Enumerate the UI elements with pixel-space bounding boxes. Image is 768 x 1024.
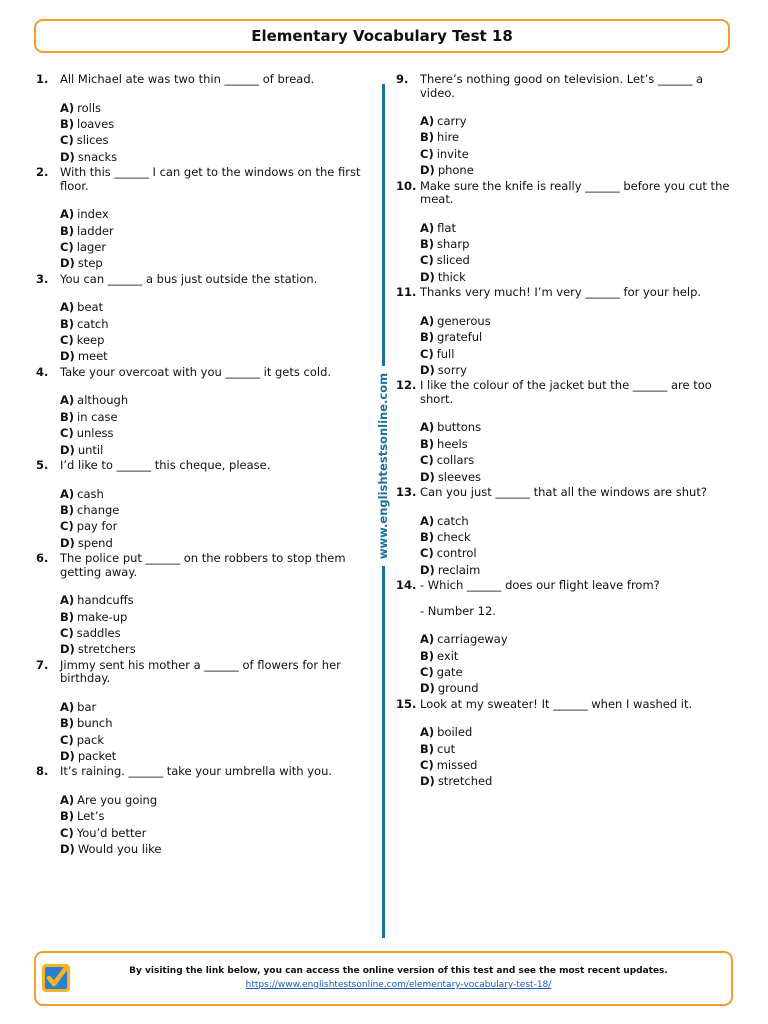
question-4 bbox=[36, 366, 366, 458]
question-number: 2. bbox=[36, 165, 49, 180]
answer-option bbox=[60, 116, 366, 132]
question-header bbox=[396, 379, 741, 406]
option-letter: A) bbox=[420, 632, 435, 647]
option-letter: A) bbox=[420, 114, 435, 128]
option-text: sharp bbox=[437, 237, 470, 252]
answer-option bbox=[420, 252, 741, 268]
option-text: change bbox=[77, 502, 120, 517]
option-letter: D) bbox=[60, 149, 75, 164]
option-text: missed bbox=[436, 758, 478, 773]
answer-option bbox=[60, 316, 366, 332]
answer-option bbox=[420, 113, 741, 129]
option-text: rolls bbox=[77, 100, 102, 115]
option-letter: D) bbox=[60, 349, 75, 364]
option-letter: D) bbox=[420, 163, 435, 178]
option-text: packet bbox=[77, 748, 117, 763]
option-text: saddles bbox=[76, 625, 121, 640]
option-text: sleeves bbox=[437, 469, 482, 484]
answer-options bbox=[420, 313, 741, 379]
option-letter: C) bbox=[420, 758, 434, 773]
answer-option bbox=[60, 715, 366, 731]
answer-options bbox=[60, 206, 366, 272]
question-number: 4. bbox=[36, 364, 49, 379]
question-number: 15. bbox=[396, 696, 417, 711]
option-text: catch bbox=[77, 316, 109, 331]
footer-link[interactable]: https://www.englishtestsonline.com/elementary-vocabulary-test-18/ bbox=[245, 980, 552, 990]
option-text: keep bbox=[76, 333, 105, 348]
option-text: buttons bbox=[437, 420, 482, 435]
question-number: 5. bbox=[36, 458, 49, 472]
option-text: invite bbox=[436, 146, 469, 161]
option-letter: A) bbox=[60, 393, 75, 408]
option-text: make-up bbox=[77, 609, 128, 624]
answer-option bbox=[420, 436, 741, 452]
answer-option bbox=[60, 239, 366, 255]
answer-option bbox=[420, 269, 741, 285]
option-letter: B) bbox=[60, 223, 75, 238]
answer-option bbox=[60, 486, 366, 502]
side-watermark-url: www.englishtestsonline.com bbox=[376, 372, 390, 560]
option-letter: A) bbox=[420, 513, 435, 528]
answer-option bbox=[60, 149, 366, 165]
answer-option bbox=[60, 535, 366, 551]
title-box bbox=[34, 19, 730, 53]
question-9 bbox=[396, 73, 741, 179]
option-letter: D) bbox=[420, 774, 435, 789]
option-letter: C) bbox=[60, 426, 74, 441]
option-letter: B) bbox=[420, 237, 435, 252]
option-letter: A) bbox=[60, 100, 75, 115]
option-text: pay for bbox=[76, 519, 118, 534]
option-text: gate bbox=[436, 664, 463, 679]
option-letter: B) bbox=[60, 316, 75, 331]
question-dialogue-line: - Number 12. bbox=[420, 603, 496, 618]
option-text: loaves bbox=[77, 116, 115, 131]
option-letter: B) bbox=[420, 130, 435, 145]
question-number: 12. bbox=[396, 378, 417, 393]
answer-options bbox=[60, 486, 366, 552]
questions-column-right bbox=[396, 73, 741, 791]
answer-option bbox=[420, 773, 741, 789]
answer-option bbox=[420, 452, 741, 468]
option-text: lager bbox=[76, 239, 107, 254]
option-text: step bbox=[77, 256, 103, 271]
option-text: phone bbox=[437, 163, 474, 178]
option-letter: A) bbox=[420, 220, 435, 235]
answer-options bbox=[60, 299, 366, 365]
option-text: pack bbox=[76, 732, 105, 747]
option-text: reclaim bbox=[437, 562, 481, 577]
option-text: sorry bbox=[437, 362, 467, 377]
option-text: ground bbox=[437, 681, 479, 696]
option-text: stretched bbox=[437, 774, 493, 789]
question-8 bbox=[36, 765, 366, 857]
option-letter: C) bbox=[420, 546, 434, 561]
footer-text: By visiting the link below, you can access the online version of this test and see the most recent updates. bbox=[129, 966, 668, 976]
question-header bbox=[36, 73, 366, 87]
answer-option bbox=[420, 562, 741, 578]
question-text: Look at my sweater! It ______ when I washed it. bbox=[420, 696, 693, 711]
question-text: Thanks very much! I’m very ______ for your help. bbox=[420, 285, 702, 300]
question-header bbox=[36, 552, 366, 579]
answer-option bbox=[420, 680, 741, 696]
option-letter: D) bbox=[60, 748, 75, 763]
option-letter: D) bbox=[60, 642, 75, 657]
question-number: 3. bbox=[36, 271, 49, 286]
question-6 bbox=[36, 552, 366, 658]
column-divider-bottom bbox=[382, 566, 385, 938]
answer-option bbox=[60, 299, 366, 315]
answer-option bbox=[60, 100, 366, 116]
question-header bbox=[396, 486, 741, 500]
answer-option bbox=[60, 641, 366, 657]
page-title: Elementary Vocabulary Test 18 bbox=[251, 27, 513, 45]
answer-option bbox=[420, 346, 741, 362]
question-7 bbox=[36, 659, 366, 765]
option-letter: D) bbox=[420, 681, 435, 696]
answer-option bbox=[60, 699, 366, 715]
option-text: ladder bbox=[77, 223, 114, 238]
option-letter: C) bbox=[60, 239, 74, 254]
question-15 bbox=[396, 698, 741, 790]
answer-option bbox=[60, 609, 366, 625]
answer-option bbox=[60, 732, 366, 748]
question-header bbox=[36, 166, 366, 193]
question-12 bbox=[396, 379, 741, 485]
question-2 bbox=[36, 166, 366, 272]
option-text: bar bbox=[77, 699, 97, 714]
option-letter: A) bbox=[60, 593, 75, 608]
option-letter: B) bbox=[60, 502, 75, 517]
question-number: 11. bbox=[396, 285, 417, 300]
option-text: grateful bbox=[437, 330, 483, 345]
option-letter: C) bbox=[60, 519, 74, 534]
question-text: I like the colour of the jacket but the ______ are too short. bbox=[420, 378, 712, 406]
answer-options bbox=[60, 699, 366, 765]
answer-options bbox=[60, 100, 366, 166]
option-letter: A) bbox=[60, 486, 75, 501]
answer-option bbox=[60, 792, 366, 808]
option-letter: A) bbox=[420, 725, 435, 740]
question-header bbox=[36, 765, 366, 779]
option-letter: A) bbox=[60, 699, 75, 714]
option-letter: D) bbox=[60, 842, 75, 857]
option-text: check bbox=[437, 529, 471, 544]
question-1 bbox=[36, 73, 366, 165]
question-text: - Which ______ does our flight leave from? bbox=[420, 578, 660, 593]
option-text: cut bbox=[437, 741, 456, 756]
answer-options bbox=[420, 419, 741, 485]
answer-options bbox=[420, 724, 741, 790]
option-text: generous bbox=[437, 313, 491, 328]
option-letter: C) bbox=[60, 133, 74, 148]
question-14 bbox=[396, 579, 741, 697]
answer-options bbox=[60, 392, 366, 458]
question-text: With this ______ I can get to the windows on the first floor. bbox=[60, 165, 361, 193]
answer-option bbox=[420, 146, 741, 162]
question-header bbox=[396, 579, 741, 593]
option-letter: D) bbox=[420, 469, 435, 484]
option-letter: C) bbox=[60, 732, 74, 747]
answer-option bbox=[420, 545, 741, 561]
question-header bbox=[36, 659, 366, 686]
answer-option bbox=[420, 664, 741, 680]
option-letter: C) bbox=[420, 346, 434, 361]
question-text: Make sure the knife is really ______ before you cut the meat. bbox=[420, 178, 730, 207]
option-letter: B) bbox=[420, 648, 435, 663]
option-letter: B) bbox=[420, 529, 435, 544]
question-text: You can ______ a bus just outside the station. bbox=[60, 271, 318, 286]
question-5 bbox=[36, 459, 366, 551]
option-letter: A) bbox=[60, 300, 75, 315]
answer-option bbox=[420, 162, 741, 178]
option-letter: A) bbox=[60, 207, 75, 222]
answer-option bbox=[420, 631, 741, 647]
option-text: snacks bbox=[77, 149, 118, 164]
option-letter: B) bbox=[60, 409, 75, 424]
question-11 bbox=[396, 286, 741, 378]
answer-option bbox=[420, 362, 741, 378]
option-letter: B) bbox=[420, 330, 435, 345]
option-letter: B) bbox=[420, 436, 435, 451]
answer-option bbox=[420, 724, 741, 740]
answer-option bbox=[60, 808, 366, 824]
option-text: catch bbox=[437, 513, 469, 528]
option-text: flat bbox=[437, 220, 456, 235]
option-letter: D) bbox=[420, 562, 435, 577]
option-text: index bbox=[77, 207, 109, 222]
answer-option bbox=[60, 132, 366, 148]
option-letter: B) bbox=[60, 116, 75, 131]
question-number: 8. bbox=[36, 764, 49, 779]
answer-option bbox=[420, 220, 741, 236]
option-letter: C) bbox=[420, 146, 434, 161]
option-letter: B) bbox=[60, 609, 75, 624]
question-header bbox=[36, 366, 366, 380]
option-text: spend bbox=[77, 535, 113, 550]
option-text: bunch bbox=[77, 716, 113, 731]
answer-option bbox=[420, 741, 741, 757]
question-number: 1. bbox=[36, 72, 49, 86]
question-text: Jimmy sent his mother a ______ of flowers for her birthday. bbox=[60, 657, 341, 686]
answer-option bbox=[60, 425, 366, 441]
question-text: It’s raining. ______ take your umbrella with you. bbox=[60, 764, 333, 779]
option-text: You’d better bbox=[76, 825, 147, 840]
question-header bbox=[396, 286, 741, 300]
question-3 bbox=[36, 273, 366, 365]
option-text: control bbox=[436, 546, 477, 561]
answer-options bbox=[420, 220, 741, 286]
option-text: hire bbox=[437, 130, 460, 145]
question-text: Can you just ______ that all the windows are shut? bbox=[420, 485, 707, 499]
option-letter: C) bbox=[60, 625, 74, 640]
option-text: thick bbox=[437, 269, 466, 284]
question-text: Take your overcoat with you ______ it gets cold. bbox=[60, 364, 332, 379]
answer-options bbox=[420, 513, 741, 579]
option-letter: B) bbox=[420, 741, 435, 756]
option-letter: C) bbox=[60, 825, 74, 840]
answer-option bbox=[60, 332, 366, 348]
option-letter: C) bbox=[420, 253, 434, 268]
option-text: unless bbox=[76, 426, 114, 441]
questions-column-left bbox=[36, 73, 366, 859]
answer-option bbox=[420, 757, 741, 773]
answer-option bbox=[420, 236, 741, 252]
option-text: Are you going bbox=[77, 792, 158, 807]
answer-option bbox=[60, 409, 366, 425]
checkbox-check-icon bbox=[40, 962, 72, 994]
option-text: carriageway bbox=[437, 632, 508, 647]
answer-option bbox=[420, 313, 741, 329]
question-header bbox=[396, 180, 741, 207]
answer-option bbox=[60, 223, 366, 239]
option-letter: C) bbox=[420, 453, 434, 468]
answer-option bbox=[60, 625, 366, 641]
answer-option bbox=[60, 518, 366, 534]
question-number: 7. bbox=[36, 657, 49, 672]
question-header bbox=[36, 459, 366, 473]
option-text: stretchers bbox=[77, 642, 136, 657]
option-text: boiled bbox=[437, 725, 473, 740]
answer-option bbox=[420, 129, 741, 145]
option-letter: C) bbox=[60, 333, 74, 348]
answer-option bbox=[420, 329, 741, 345]
answer-option bbox=[60, 392, 366, 408]
option-text: exit bbox=[437, 648, 459, 663]
answer-option bbox=[420, 529, 741, 545]
option-letter: C) bbox=[420, 664, 434, 679]
option-text: Let’s bbox=[77, 809, 105, 824]
option-text: heels bbox=[437, 436, 468, 451]
column-divider-top bbox=[382, 84, 385, 366]
answer-options bbox=[420, 113, 741, 179]
question-13 bbox=[396, 486, 741, 578]
question-number: 9. bbox=[396, 72, 409, 86]
option-letter: B) bbox=[60, 716, 75, 731]
question-text: There’s nothing good on television. Let’s ______ a video. bbox=[420, 72, 704, 100]
question-number: 14. bbox=[396, 578, 417, 593]
answer-option bbox=[420, 513, 741, 529]
footer-box bbox=[34, 951, 733, 1006]
option-letter: D) bbox=[60, 535, 75, 550]
option-text: full bbox=[436, 346, 455, 361]
question-header bbox=[396, 698, 741, 712]
question-header bbox=[36, 273, 366, 287]
question-text: I’d like to ______ this cheque, please. bbox=[60, 458, 271, 472]
option-text: although bbox=[77, 393, 129, 408]
answer-option bbox=[60, 841, 366, 857]
question-text: All Michael ate was two thin ______ of bread. bbox=[60, 72, 315, 86]
answer-options bbox=[60, 792, 366, 858]
answer-option bbox=[60, 255, 366, 271]
question-text: The police put ______ on the robbers to stop them getting away. bbox=[60, 551, 346, 579]
question-header bbox=[396, 73, 741, 100]
answer-options bbox=[420, 631, 741, 697]
option-letter: D) bbox=[420, 269, 435, 284]
option-text: until bbox=[77, 442, 104, 457]
option-text: meet bbox=[77, 349, 108, 364]
answer-option bbox=[60, 348, 366, 364]
answer-option bbox=[420, 419, 741, 435]
option-text: sliced bbox=[436, 253, 470, 268]
answer-option bbox=[60, 502, 366, 518]
question-10 bbox=[396, 180, 741, 286]
option-letter: D) bbox=[60, 442, 75, 457]
option-letter: A) bbox=[420, 313, 435, 328]
option-letter: A) bbox=[420, 420, 435, 435]
question-number: 13. bbox=[396, 485, 417, 499]
answer-option bbox=[60, 442, 366, 458]
option-text: slices bbox=[76, 133, 109, 148]
answer-option bbox=[60, 825, 366, 841]
option-letter: D) bbox=[60, 256, 75, 271]
question-number: 10. bbox=[396, 178, 417, 193]
option-text: collars bbox=[436, 453, 475, 468]
option-text: carry bbox=[437, 114, 467, 128]
question-number: 6. bbox=[36, 551, 49, 566]
option-text: handcuffs bbox=[77, 593, 134, 608]
option-letter: A) bbox=[60, 792, 75, 807]
option-text: cash bbox=[77, 486, 104, 501]
option-letter: D) bbox=[420, 362, 435, 377]
option-text: in case bbox=[77, 409, 118, 424]
option-text: beat bbox=[77, 300, 104, 315]
option-text: Would you like bbox=[77, 842, 162, 857]
answer-options bbox=[60, 592, 366, 658]
answer-option bbox=[60, 206, 366, 222]
answer-option bbox=[420, 648, 741, 664]
option-letter: B) bbox=[60, 809, 75, 824]
answer-option bbox=[420, 469, 741, 485]
answer-option bbox=[60, 592, 366, 608]
answer-option bbox=[60, 748, 366, 764]
